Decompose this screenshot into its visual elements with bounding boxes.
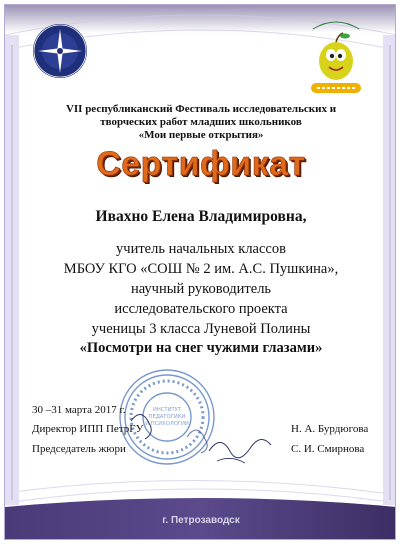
festival-line-3: «Мои первые открытия» <box>138 129 264 141</box>
festival-heading <box>5 103 396 142</box>
svg-text:И ПСИХОЛОГИИ: И ПСИХОЛОГИИ <box>145 421 189 427</box>
body-line-5: ученицы 3 класса Луневой Полины <box>91 321 311 337</box>
jury-chair-name: С. И. Смирнова <box>291 443 365 455</box>
festival-line-2: творческих работ младших школьников <box>100 116 302 128</box>
body-line-2: МБОУ КГО «СОШ № 2 им. А.С. Пушкина», <box>63 261 339 277</box>
body-line-3: научный руководитель <box>130 281 272 297</box>
svg-text:ИНСТИТУТ: ИНСТИТУТ <box>153 407 181 413</box>
project-title: «Посмотри на снег чужими глазами» <box>79 340 323 356</box>
signature-marks <box>121 403 281 473</box>
jury-chair-role: Председатель жюри <box>32 443 126 455</box>
certificate <box>4 4 396 540</box>
university-logo-icon <box>31 21 89 81</box>
director-role: Директор ИПП ПетрГУ <box>32 423 144 435</box>
svg-text:ПЕДАГОГИКИ: ПЕДАГОГИКИ <box>148 414 186 420</box>
body-line-4: исследовательского проекта <box>114 301 288 317</box>
event-dates: 30 –31 марта 2017 г. <box>32 404 126 416</box>
body-line-1: учитель начальных классов <box>116 241 286 257</box>
director-name: Н. А. Бурдюгова <box>291 423 369 435</box>
city-footer: г. Петрозаводск <box>162 515 240 526</box>
festival-line-1: VII республиканский Фестиваль исследовательских и <box>65 103 337 115</box>
recipient-name: Ивахно Елена Владимировна, <box>95 208 307 225</box>
certificate-title: Сертификат <box>96 145 306 183</box>
erudite-apple-mascot-icon <box>303 17 369 99</box>
